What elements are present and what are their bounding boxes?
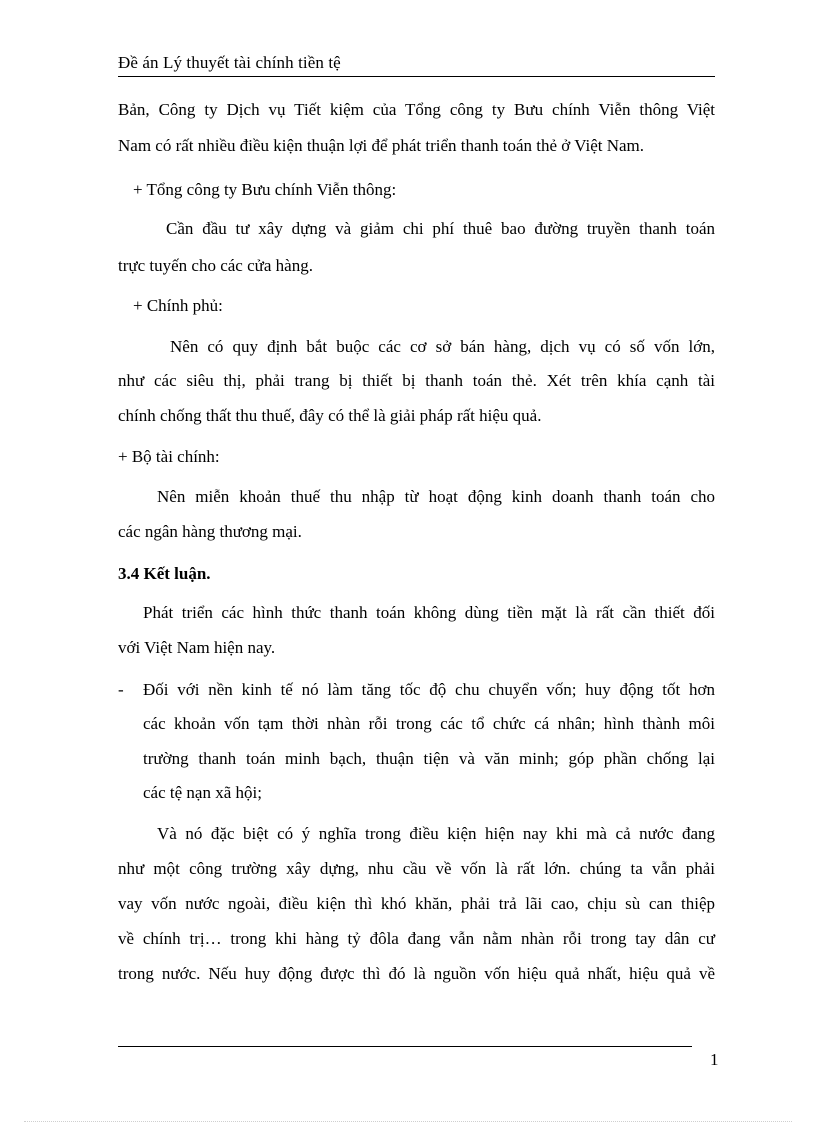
page-number: 1 bbox=[710, 1050, 719, 1069]
paragraph-line: như các siêu thị, phải trang bị thiết bị thanh toán thẻ. Xét trên khía cạnh tài bbox=[118, 371, 715, 390]
footer-rule bbox=[118, 1046, 692, 1047]
paragraph-line: vay vốn nước ngoài, điều kiện thì khó khăn, phải trả lãi cao, chịu sù can thiệp bbox=[118, 894, 715, 913]
paragraph-line: các khoản vốn tạm thời nhàn rỗi trong các tổ chức cá nhân; hình thành môi bbox=[143, 714, 715, 733]
bullet-heading: + Chính phủ: bbox=[133, 296, 223, 315]
paragraph-line: Đối với nền kinh tế nó làm tăng tốc độ chu chuyển vốn; huy động tốt hơn bbox=[143, 680, 715, 699]
paragraph-line: Và nó đặc biệt có ý nghĩa trong điều kiện hiện nay khi mà cả nước đang bbox=[157, 824, 715, 843]
paragraph-line: Phát triển các hình thức thanh toán không dùng tiền mặt là rất cần thiết đối bbox=[143, 603, 715, 622]
bullet-heading: + Tổng công ty Bưu chính Viễn thông: bbox=[133, 180, 397, 199]
list-dash: - bbox=[118, 680, 124, 699]
paragraph-line: Nam có rất nhiều điều kiện thuận lợi để phát triển thanh toán thẻ ở Việt Nam. bbox=[118, 136, 645, 155]
paragraph-line: Bản, Công ty Dịch vụ Tiết kiệm của Tổng công ty Bưu chính Viễn thông Việt bbox=[118, 100, 715, 119]
paragraph-line: trực tuyến cho các cửa hàng. bbox=[118, 256, 313, 275]
header-title: Đề án Lý thuyết tài chính tiền tệ bbox=[118, 53, 341, 72]
paragraph-line: với Việt Nam hiện nay. bbox=[118, 638, 276, 657]
paragraph-line: trường thanh toán minh bạch, thuận tiện và văn minh; góp phần chống lại bbox=[143, 749, 715, 768]
paragraph-line: Cần đầu tư xây dựng và giảm chi phí thuê bao đường truyền thanh toán bbox=[166, 219, 715, 238]
paragraph-line: về chính trị… trong khi hàng tỷ đôla đang vẫn nằm nhàn rỗi trong tay dân cư bbox=[118, 929, 715, 948]
paragraph-line: Nên miễn khoản thuế thu nhập từ hoạt động kinh doanh thanh toán cho bbox=[157, 487, 715, 506]
bullet-heading: + Bộ tài chính: bbox=[118, 447, 220, 466]
paragraph-line: các tệ nạn xã hội; bbox=[143, 783, 262, 802]
paragraph-line: trong nước. Nếu huy động được thì đó là nguồn vốn hiệu quả nhất, hiệu quả về bbox=[118, 964, 715, 983]
section-heading: 3.4 Kết luận. bbox=[118, 564, 211, 583]
paragraph-line: chính chống thất thu thuế, đây có thể là giải pháp rất hiệu quả. bbox=[118, 406, 542, 425]
paragraph-line: như một công trường xây dựng, nhu cầu về vốn là rất lớn. chúng ta vẫn phải bbox=[118, 859, 715, 878]
page-bottom-dotted-line bbox=[24, 1121, 792, 1122]
page-header bbox=[118, 50, 715, 77]
paragraph-line: Nên có quy định bắt buộc các cơ sở bán hàng, dịch vụ có số vốn lớn, bbox=[170, 337, 715, 356]
paragraph-line: các ngân hàng thương mại. bbox=[118, 522, 302, 541]
